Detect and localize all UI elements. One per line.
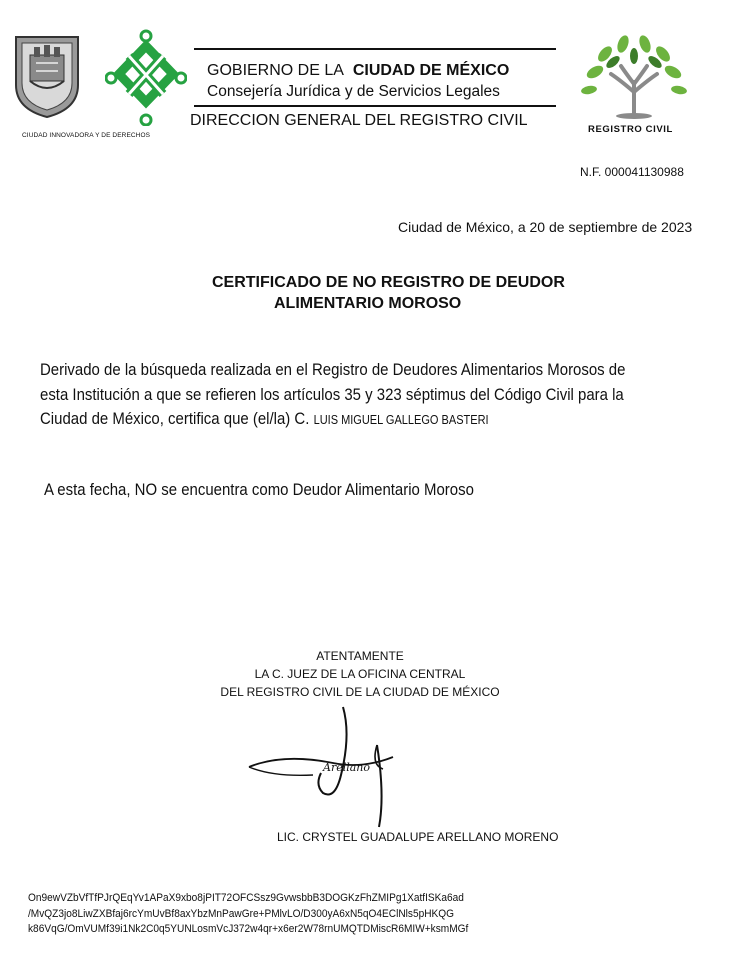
certificate-body <box>40 358 647 433</box>
cdmx-caption: CIUDAD INNOVADORA Y DE DERECHOS <box>22 132 151 139</box>
cdmx-shield-logo <box>12 33 82 119</box>
handwritten-signature <box>243 705 413 830</box>
registro-civil-tree-logo <box>575 32 693 120</box>
gov-title: GOBIERNO DE LA CIUDAD DE MÉXICO <box>207 62 510 79</box>
hash-line: On9ewVZbVfTfPJrQEqYv1APaX9xbo8jPIT72OFCSsz9GvwsbbB3DOGKzFhZMIPg1XatfISKa6ad <box>28 892 464 904</box>
signer-role: LA C. JUEZ DE LA OFICINA CENTRAL <box>254 667 466 681</box>
folio-number: N.F. 000041130988 <box>580 165 684 179</box>
hash-line: k86VqG/OmVUMf39i1Nk2C0q5YUNLosmVcJ372w4qr+x6er2W78rnUMQTDMiscR6MIW+ksmMGf <box>28 923 469 935</box>
signature-block <box>180 647 540 701</box>
direccion-general: DIRECCION GENERAL DEL REGISTRO CIVIL <box>190 112 528 129</box>
hash-line: /MvQZ3jo8LiwZXBfaj6rcYmUvBf8axYbzMnPawGre+PMlvLO/D300yA6xN5qO4EClNls5pHKQG <box>28 907 455 920</box>
cdmx-green-logo <box>105 28 187 126</box>
document-title-line1: CERTIFICADO DE NO REGISTRO DE DEUDOR <box>212 274 565 291</box>
atentamente: ATENTAMENTE <box>316 649 404 663</box>
signature-handwriting: Arellano <box>323 761 371 774</box>
signer-office: DEL REGISTRO CIVIL DE LA CIUDAD DE MÉXICO <box>220 685 500 699</box>
dateline: Ciudad de México, a 20 de septiembre de 2023 <box>398 219 693 235</box>
header-rule-top <box>194 48 556 50</box>
signer-name: LIC. CRYSTEL GUADALUPE ARELLANO MORENO <box>277 830 559 844</box>
certificate-statement: A esta fecha, NO se encuentra como Deudor Alimentario Moroso <box>44 480 474 499</box>
document-title-line2: ALIMENTARIO MOROSO <box>274 295 462 312</box>
verification-hash <box>28 891 468 938</box>
person-name: LUIS MIGUEL GALLEGO BASTERI <box>313 413 489 427</box>
consejeria-subtitle: Consejería Jurídica y de Servicios Legales <box>207 83 500 100</box>
header-rule-bottom <box>194 105 556 107</box>
body-paragraph: Derivado de la búsqueda realizada en el Registro de Deudores Alimentarios Morosos de esta Institución a que se refieren los artículos 35 y 323 séptimus del Código Civil para la Ciudad de México, certifica que (el/la) C. <box>40 360 626 428</box>
registro-civil-label: REGISTRO CIVIL <box>588 124 673 135</box>
